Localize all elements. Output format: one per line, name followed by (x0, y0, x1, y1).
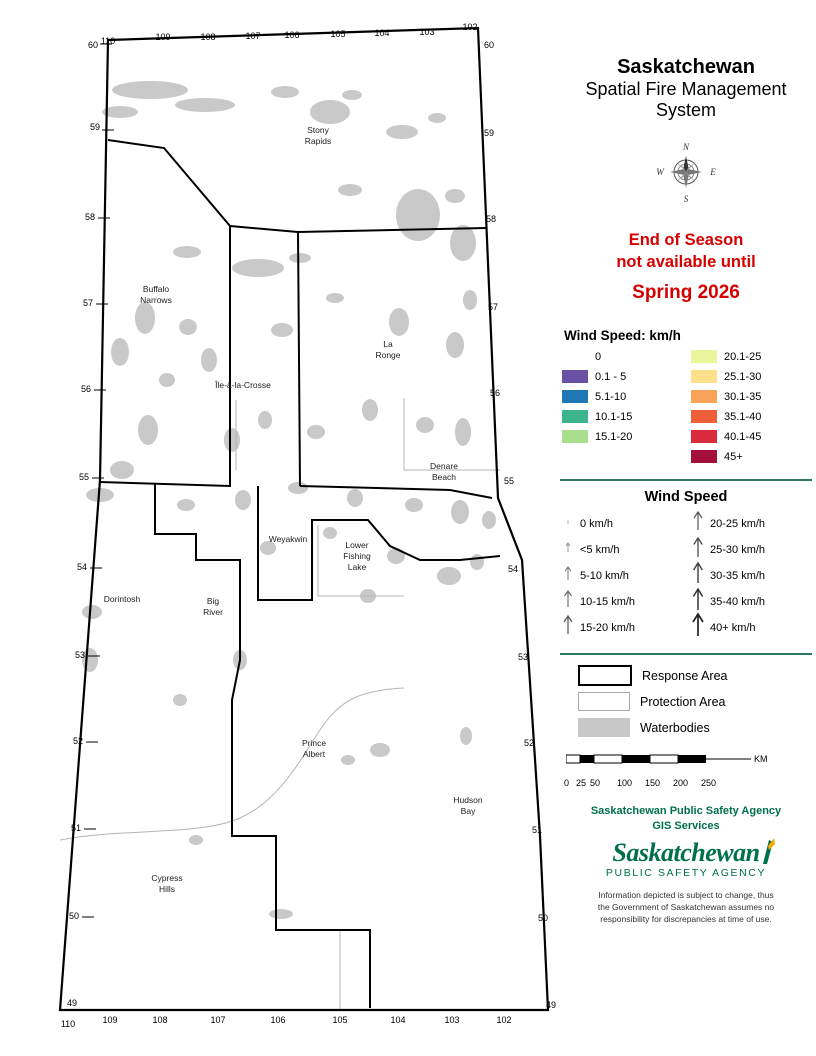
legend-label: 25-30 km/h (710, 543, 766, 556)
arrow-icon-10 (556, 564, 580, 587)
arrow-icon-0 (556, 514, 580, 533)
legend-item (691, 367, 810, 387)
legend-label: 20.1-25 (724, 350, 762, 363)
divider-1 (560, 479, 812, 481)
legend-item (562, 407, 681, 427)
svg-text:Denare: Denare (430, 461, 458, 471)
legend-label: 5.1-10 (595, 390, 627, 403)
scale-tick: 150 (645, 777, 661, 788)
svg-text:Narrows: Narrows (140, 295, 172, 305)
svg-text:Hills: Hills (158, 884, 176, 894)
svg-text:Dorintosh: Dorintosh (103, 594, 141, 604)
svg-text:108: 108 (152, 1015, 168, 1025)
svg-text:53: 53 (518, 652, 529, 662)
svg-text:51: 51 (70, 823, 81, 833)
swatch-40-45 (691, 430, 717, 443)
legend-label: 0 (595, 350, 602, 363)
scale-tick: 200 (673, 777, 689, 788)
province-outline (60, 28, 548, 1010)
divider-2 (560, 653, 812, 655)
swatch-35-40 (691, 410, 717, 423)
swatch-0-1-5 (562, 370, 588, 383)
legend-item (686, 615, 816, 641)
graticule-labels (61, 22, 556, 1029)
legend-item (691, 447, 810, 467)
legend-label: Waterbodies (640, 720, 710, 735)
legend-item (691, 427, 810, 447)
scale-tick: 0 (564, 777, 570, 788)
swatch-25-30 (691, 370, 717, 383)
svg-text:58: 58 (486, 214, 497, 224)
svg-text:W: W (656, 167, 664, 178)
svg-text:51: 51 (532, 825, 543, 835)
svg-text:55: 55 (504, 476, 515, 486)
wind-speed-legend-header: Wind Speed: km/h (564, 327, 681, 343)
scale-bar (556, 751, 816, 790)
legend-label: Protection Area (640, 694, 726, 709)
arrow-icon-20-25 (686, 510, 710, 537)
svg-text:60: 60 (87, 40, 98, 50)
legend-item (562, 427, 681, 447)
svg-text:Prince: Prince (301, 738, 327, 748)
arrow-icon-15 (556, 589, 580, 614)
legend-item (562, 347, 681, 367)
logo-wheat-icon (760, 836, 776, 866)
svg-text:106: 106 (270, 1015, 286, 1025)
svg-text:53: 53 (74, 650, 85, 660)
swatch-5-10 (562, 390, 588, 403)
legend-label: 10-15 km/h (580, 595, 636, 608)
svg-text:S: S (683, 194, 689, 205)
arrow-icon-25-30 (686, 536, 710, 564)
legend-label: 20-25 km/h (710, 517, 766, 530)
svg-text:54: 54 (76, 562, 87, 572)
notice-line-1: End of Season (628, 231, 744, 250)
response-area-swatch (578, 665, 632, 686)
protection-area-swatch (578, 692, 630, 711)
svg-text:60: 60 (484, 40, 495, 50)
legend-label: 30-35 km/h (710, 569, 766, 582)
legend-panel (556, 0, 816, 1056)
legend-item (556, 589, 686, 615)
disclaimer-line-2: the Government of Saskatchewan assumes no (597, 901, 775, 912)
legend-item (556, 511, 686, 537)
wind-arrow-legend (556, 489, 816, 641)
svg-text:110: 110 (60, 1019, 76, 1029)
legend-label: 45+ (724, 450, 743, 463)
legend-item (691, 387, 810, 407)
svg-text:105: 105 (332, 1015, 348, 1025)
legend-label: Response Area (642, 668, 728, 683)
scale-bar-ticks (566, 778, 766, 790)
agency-line-1: Saskatchewan Public Safety Agency (590, 804, 782, 817)
wind-arrow-right-column (686, 511, 816, 641)
svg-text:Cypress: Cypress (151, 873, 183, 883)
svg-text:49: 49 (546, 1000, 556, 1010)
scale-tick: 25 (576, 777, 587, 788)
disclaimer-line-3: responsibility for discrepancies at time of use. (600, 914, 772, 925)
svg-text:108: 108 (200, 32, 216, 42)
arrow-icon-5 (556, 539, 580, 560)
svg-text:50: 50 (538, 913, 549, 923)
legend-label: <5 km/h (580, 543, 620, 556)
legend-item (578, 663, 816, 689)
legend-item (578, 689, 816, 715)
svg-text:E: E (710, 167, 716, 178)
svg-text:Ronge: Ronge (375, 350, 401, 360)
legend-item (556, 537, 686, 563)
svg-text:56: 56 (490, 388, 501, 398)
arrow-icon-20 (556, 614, 580, 641)
title-line-2: Spatial Fire Management (585, 79, 787, 99)
legend-label: 35-40 km/h (710, 595, 766, 608)
disclaimer (556, 889, 816, 926)
svg-text:103: 103 (419, 27, 435, 37)
notice-line-2: not available until (616, 252, 756, 271)
legend-label: 40+ km/h (710, 621, 756, 634)
end-of-season-notice (556, 230, 816, 306)
scale-tick: 50 (590, 777, 601, 788)
svg-text:102: 102 (462, 22, 478, 32)
svg-text:49: 49 (66, 998, 77, 1008)
svg-text:59: 59 (484, 128, 495, 138)
swatch-0 (562, 350, 588, 363)
waterbodies-layer (82, 81, 499, 919)
notice-line-3: Spring 2026 (632, 282, 740, 304)
svg-text:Bay: Bay (460, 806, 476, 816)
legend-label: 40.1-45 (724, 430, 762, 443)
svg-text:105: 105 (330, 29, 346, 39)
svg-text:54: 54 (508, 564, 519, 574)
waterbodies-swatch (578, 718, 630, 737)
legend-label: 30.1-35 (724, 390, 762, 403)
legend-item (578, 715, 816, 741)
arrow-icon-40-plus (686, 612, 710, 643)
compass-rose (651, 134, 721, 204)
svg-text:102: 102 (496, 1015, 512, 1025)
wind-speed-color-legend (556, 328, 816, 467)
svg-text:Rapids: Rapids (304, 136, 332, 146)
svg-text:La: La (383, 339, 393, 349)
disclaimer-line-1: Information depicted is subject to change, thus (598, 889, 774, 900)
svg-text:Lake: Lake (347, 562, 367, 572)
svg-text:109: 109 (102, 1015, 118, 1025)
legend-item (686, 589, 816, 615)
svg-text:104: 104 (390, 1015, 406, 1025)
footer (556, 804, 816, 926)
svg-text:Hudson: Hudson (453, 795, 483, 805)
legend-label: 15-20 km/h (580, 621, 636, 634)
legend-label: 35.1-40 (724, 410, 762, 423)
wind-speed-legend-right-column (691, 347, 810, 467)
svg-text:52: 52 (524, 738, 535, 748)
legend-item (686, 563, 816, 589)
svg-text:Albert: Albert (302, 749, 326, 759)
agency-line-2: GIS Services (652, 819, 720, 832)
scale-tick: 100 (617, 777, 633, 788)
title-line-3: System (655, 99, 716, 120)
scale-tick: 250 (701, 777, 717, 788)
legend-label: 10.1-15 (595, 410, 633, 423)
svg-text:106: 106 (284, 30, 300, 40)
legend-item (686, 537, 816, 563)
psa-logo (556, 837, 816, 879)
svg-text:N: N (682, 142, 690, 153)
logo-subtitle: PUBLIC SAFETY AGENCY (605, 866, 767, 879)
svg-text:Big: Big (206, 596, 220, 606)
svg-text:50: 50 (68, 911, 79, 921)
svg-text:107: 107 (210, 1015, 226, 1025)
svg-text:107: 107 (245, 31, 261, 41)
legend-item (691, 347, 810, 367)
wind-speed-legend-left-column (562, 347, 681, 467)
legend-item (556, 563, 686, 589)
legend-item (562, 387, 681, 407)
legend-label: 0 km/h (580, 517, 614, 530)
svg-text:Île-à-la-Crosse: Île-à-la-Crosse (215, 380, 271, 390)
svg-text:59: 59 (89, 122, 100, 132)
svg-text:River: River (203, 607, 223, 617)
title-line-1: Saskatchewan (617, 56, 755, 78)
svg-text:56: 56 (80, 384, 91, 394)
legend-item (556, 615, 686, 641)
map-title (556, 56, 816, 120)
svg-text:103: 103 (444, 1015, 460, 1025)
svg-text:Buffalo: Buffalo (142, 284, 170, 294)
svg-text:109: 109 (155, 32, 171, 42)
svg-text:Beach: Beach (431, 472, 457, 482)
logo-wordmark: Saskatchewan (612, 837, 760, 867)
svg-text:110: 110 (100, 36, 116, 46)
legend-label: 15.1-20 (595, 430, 633, 443)
wind-arrow-left-column (556, 511, 686, 641)
svg-text:104: 104 (374, 28, 390, 38)
svg-text:Lower: Lower (345, 540, 369, 550)
svg-text:58: 58 (84, 212, 95, 222)
legend-label: 0.1 - 5 (595, 370, 627, 383)
svg-text:55: 55 (78, 472, 89, 482)
legend-label: 25.1-30 (724, 370, 762, 383)
wind-arrow-legend-header: Wind Speed (644, 488, 728, 505)
legend-item (686, 511, 816, 537)
svg-text:Stony: Stony (307, 125, 329, 135)
svg-text:Fishing: Fishing (343, 551, 371, 561)
legend-label: 5-10 km/h (580, 569, 629, 582)
area-legend (556, 663, 816, 741)
swatch-30-35 (691, 390, 717, 403)
swatch-15-20 (562, 430, 588, 443)
svg-text:57: 57 (82, 298, 93, 308)
legend-item (562, 367, 681, 387)
svg-text:KM: KM (754, 753, 768, 764)
swatch-10-15 (562, 410, 588, 423)
place-labels (104, 125, 483, 894)
svg-text:Weyakwin: Weyakwin (268, 534, 308, 544)
legend-item (691, 407, 810, 427)
swatch-20-25 (691, 350, 717, 363)
swatch-45-plus (691, 450, 717, 463)
svg-text:57: 57 (488, 302, 499, 312)
svg-text:52: 52 (72, 736, 83, 746)
